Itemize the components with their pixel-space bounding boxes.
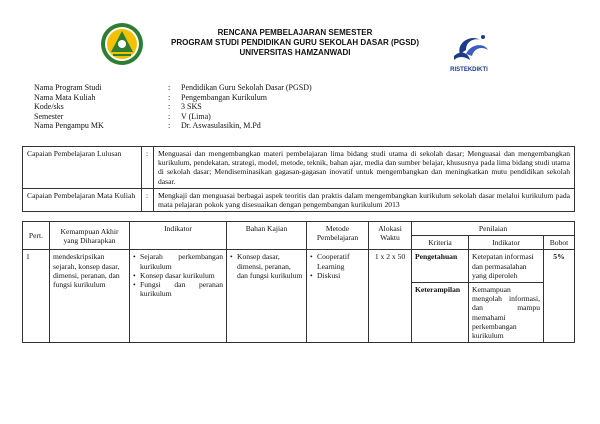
ristekdikti-logo-icon (446, 32, 492, 74)
cell-kriteria-pengetahuan: Pengetahuan (412, 250, 469, 283)
capaian-mk-text: Mengkaji dan menguasai berbagai aspek teoritis dan praktis dalam mengembangkan kurikulum sekolah dasar melalui kurikulum pada mata pelajaran pokok yang disesuaikan dengan pengembangan kurikulum 2013 (154, 188, 575, 211)
header-indikator: Indikator (130, 222, 227, 250)
info-row-kode-sks (34, 102, 312, 112)
info-row-semester (34, 112, 312, 122)
capaian-separator: : (142, 188, 154, 211)
cell-indikator-keterampilan: Kemampuan mengolah informasi, dan mampu memahami perkembangan kurikulum (469, 283, 544, 343)
university-logo-icon (100, 22, 144, 66)
info-label: Kode/sks (34, 102, 64, 112)
capaian-mk-row (23, 188, 575, 211)
cell-kriteria-keterampilan: Keterampilan (412, 283, 469, 343)
header-penilaian: Penilaian (412, 222, 575, 236)
info-label: Nama Mata Kuliah (34, 92, 96, 102)
header-bobot: Bobot (544, 236, 575, 250)
rps-table (22, 221, 575, 343)
capaian-lulusan-text: Menguasai dan mengembangkan materi pembelajaran lima bidang studi utama di sekolah dasar; Menguasai dan mengembangkan kurikulum, pendekatan, strategi, model, metode, teknik, bahan ajar, media dan sumber belajar, khususnya pada lima bidang studi utama di sekolah dasar; Mendiseminasikan gagasan-gagasan inovatif untuk mengembangkan dan meningkatkan mutu pendidikan sekolah dasar. (154, 147, 575, 189)
cell-indikator (130, 250, 227, 343)
capaian-table (22, 146, 575, 212)
capaian-mk-label: Capaian Pembelajaran Mata Kuliah (23, 188, 142, 211)
cell-pert: 1 (23, 250, 50, 343)
title-prodi: PROGRAM STUDI PENDIDIKAN GURU SEKOLAH DASAR (PGSD) (170, 38, 419, 47)
capaian-lulusan-row (23, 147, 575, 189)
list-item: • Sejarah perkembangan kurikulum (133, 252, 223, 270)
info-row-mata-kuliah (34, 93, 312, 103)
ristekdikti-label: RISTEKDIKTI (450, 67, 488, 73)
cell-metode (307, 250, 369, 343)
info-value: 3 SKS (181, 102, 202, 112)
info-separator: : (168, 92, 171, 102)
info-separator: : (168, 102, 171, 112)
cell-kemampuan: mendeskripsikan sejarah, konsep dasar, dimensi, peranan, dan fungsi kurikulum (50, 250, 130, 343)
info-value: Dr. Aswasulasikin, M.Pd (181, 121, 261, 131)
info-separator: : (168, 121, 171, 131)
header-bahan-kajian: Bahan Kajian (227, 222, 307, 250)
info-separator: : (168, 111, 171, 121)
header-row (23, 222, 575, 236)
info-separator: : (168, 83, 171, 92)
document-titles (160, 28, 430, 58)
info-value: V (Lima) (181, 111, 211, 121)
cell-bobot: 5% (544, 250, 575, 343)
page-header (0, 0, 600, 72)
info-value: Pengembangan Kurikulum (181, 92, 267, 102)
capaian-separator: : (142, 147, 154, 189)
list-item: • Fungsi dan peranan kurikulum (133, 280, 223, 298)
info-value: Pendidikan Guru Sekolah Dasar (PGSD) (181, 83, 312, 92)
info-label: Nama Program Studi (34, 83, 102, 92)
info-row-program-studi (34, 83, 312, 93)
list-item: • Konsep dasar kurikulum (133, 271, 223, 280)
header-kemampuan: Kemampuan Akhir yang Diharapkan (50, 222, 130, 250)
cell-indikator-pengetahuan: Ketepatan informasi dan permasalahan yang diperoleh (469, 250, 544, 283)
header-metode: Metode Pembelajaran (307, 222, 369, 250)
title-university: UNIVERSITAS HAMZANWADI (239, 48, 351, 57)
table-row (23, 250, 575, 283)
list-item: • Cooperatif Learning (310, 252, 365, 270)
header-kriteria: Kriteria (412, 236, 469, 250)
info-label: Nama Pengampu MK (34, 121, 104, 131)
list-item: • Konsep dasar, dimensi, peranan, dan fungsi kurikulum (230, 252, 303, 280)
info-row-pengampu (34, 121, 312, 131)
info-label: Semester (34, 111, 64, 121)
cell-alokasi: 1 x 2 x 50 (369, 250, 412, 343)
capaian-lulusan-label: Capaian Pembelajaran Lulusan (23, 147, 142, 189)
header-indikator-penilaian: Indikator (469, 236, 544, 250)
course-info (34, 83, 312, 131)
cell-bahan-kajian (227, 250, 307, 343)
header-alokasi: Alokasi Waktu (369, 222, 412, 250)
header-pert: Pert. (23, 222, 50, 250)
title-rps: RENCANA PEMBELAJARAN SEMESTER (217, 28, 373, 37)
list-item: • Diskusi (310, 271, 365, 280)
